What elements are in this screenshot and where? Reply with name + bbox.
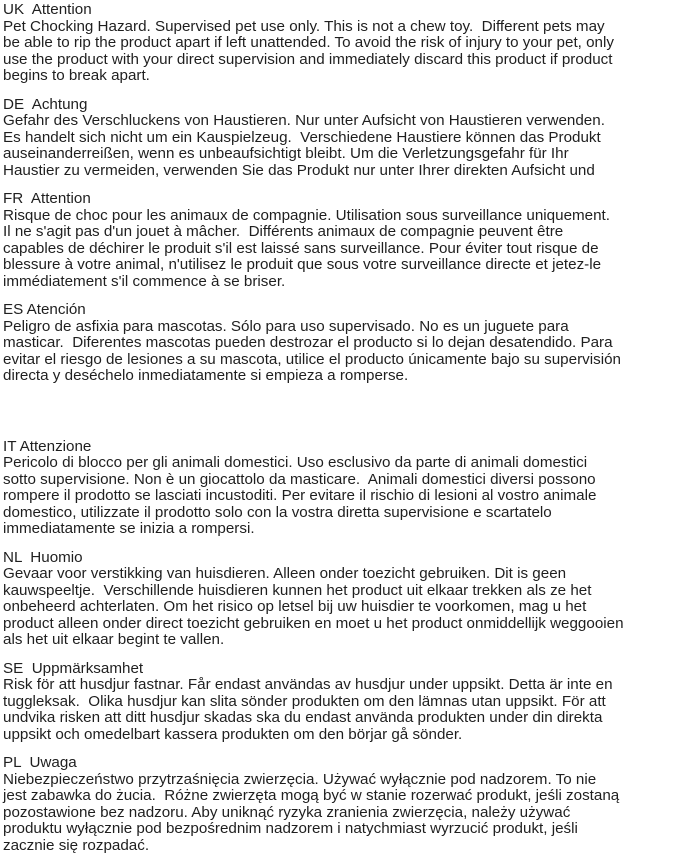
warning-text-line: use the product with your direct supervision and immediately discard this product if product <box>3 52 679 69</box>
warning-text-line: kauwspeeltje. Verschillende huisdieren kunnen het product uit elkaar trekken als ze het <box>3 583 679 600</box>
section-heading-uk: UK Attention <box>3 2 679 19</box>
warning-text-line: uppsikt och omedelbart kassera produkten om den börjar gå sönder. <box>3 727 679 744</box>
warning-text-line: Peligro de asfixia para mascotas. Sólo para uso supervisado. No es un juguete para <box>3 319 679 336</box>
section-heading-se: SE Uppmärksamhet <box>3 661 679 678</box>
warning-text-line: capables de déchirer le produit s'il est laissé sans surveillance. Pour éviter tout risque de <box>3 241 679 258</box>
warning-text-line: als het uit elkaar begint te vallen. <box>3 632 679 649</box>
warning-text-line: onbeheerd achterlaten. Om het risico op letsel bij uw huisdier te voorkomen, mag u het <box>3 599 679 616</box>
warning-section-de <box>3 97 679 180</box>
warning-text-line: product alleen onder direct toezicht gebruiken en moet u het product onmiddellijk weggooien <box>3 616 679 633</box>
warning-text-line: immediatamente se inizia a rompersi. <box>3 521 679 538</box>
warning-text-line: masticar. Diferentes mascotas pueden destrozar el producto si lo dejan desatendido. Para <box>3 335 679 352</box>
section-heading-it: IT Attenzione <box>3 439 679 456</box>
warning-text-line: begins to break apart. <box>3 68 679 85</box>
warning-text-line: jest zabawka do żucia. Różne zwierzęta mogą być w stanie rozerwać produkt, jeśli zostaną <box>3 788 679 805</box>
warning-text-line: zacznie się rozpadać. <box>3 838 679 854</box>
warning-section-se <box>3 661 679 744</box>
warning-text-line: blessure à votre animal, n'utilisez le produit que sous votre surveillance directe et jetez-le <box>3 257 679 274</box>
warning-text-line: rompere il prodotto se lasciati incustoditi. Per evitare il rischio di lesioni al vostro animale <box>3 488 679 505</box>
warning-text-line: Pericolo di blocco per gli animali domestici. Uso esclusivo da parte di animali domestici <box>3 455 679 472</box>
warning-text-line: pozostawione bez nadzoru. Aby uniknąć ryzyka zranienia zwierzęcia, należy używać <box>3 805 679 822</box>
warning-text-line: Gevaar voor verstikking van huisdieren. Alleen onder toezicht gebruiken. Dit is geen <box>3 566 679 583</box>
section-heading-nl: NL Huomio <box>3 550 679 567</box>
warning-section-es <box>3 302 679 385</box>
warning-text-line: Il ne s'agit pas d'un jouet à mâcher. Différents animaux de compagnie peuvent être <box>3 224 679 241</box>
warning-section-pl <box>3 755 679 854</box>
warning-text-line: Niebezpieczeństwo przytrzaśnięcia zwierzęcia. Używać wyłącznie pod nadzorem. To nie <box>3 772 679 789</box>
section-heading-fr: FR Attention <box>3 191 679 208</box>
warning-section-fr <box>3 191 679 290</box>
section-heading-pl: PL Uwaga <box>3 755 679 772</box>
warning-text-line: Es handelt sich nicht um ein Kauspielzeug. Verschiedene Haustiere können das Produkt <box>3 130 679 147</box>
warning-section-it <box>3 439 679 538</box>
warning-text-line: Risque de choc pour les animaux de compagnie. Utilisation sous surveillance uniquement. <box>3 208 679 225</box>
warning-text-line: Pet Chocking Hazard. Supervised pet use only. This is not a chew toy. Different pets may <box>3 19 679 36</box>
warning-text-line: immédiatement s'il commence à se briser. <box>3 274 679 291</box>
warning-text-line: Risk för att husdjur fastnar. Får endast användas av husdjur under uppsikt. Detta är inte en <box>3 677 679 694</box>
warning-text-line: sotto supervisione. Non è un giocattolo da masticare. Animali domestici diversi possono <box>3 472 679 489</box>
warning-text-line: directa y deséchelo inmediatamente si empieza a romperse. <box>3 368 679 385</box>
section-heading-de: DE Achtung <box>3 97 679 114</box>
warning-text-line: be able to rip the product apart if left unattended. To avoid the risk of injury to your pet, only <box>3 35 679 52</box>
warning-text-line: domestico, utilizzate il prodotto solo con la vostra diretta supervisione e scartatelo <box>3 505 679 522</box>
warning-text-line: Gefahr des Verschluckens von Haustieren. Nur unter Aufsicht von Haustieren verwenden. <box>3 113 679 130</box>
warning-text-line: evitar el riesgo de lesiones a su mascota, utilice el producto únicamente bajo su supervisión <box>3 352 679 369</box>
warning-text-line: auseinanderreißen, wenn es unbeaufsichtigt bleibt. Um die Verletzungsgefahr für Ihr <box>3 146 679 163</box>
warning-text-line: Haustier zu vermeiden, verwenden Sie das Produkt nur unter Ihrer direkten Aufsicht und <box>3 163 679 180</box>
section-heading-es: ES Atención <box>3 302 679 319</box>
warning-section-nl <box>3 550 679 649</box>
warning-text-line: tuggleksak. Olika husdjur kan slita sönder produkten om den lämnas utan uppsikt. För att <box>3 694 679 711</box>
warning-text-line: undvika risken att ditt husdjur skadas ska du endast använda produkten under din direkta <box>3 710 679 727</box>
warning-section-uk <box>3 2 679 85</box>
warning-text-line: produktu wyłącznie pod bezpośrednim nadzorem i natychmiast wyrzucić produkt, jeśli <box>3 821 679 838</box>
